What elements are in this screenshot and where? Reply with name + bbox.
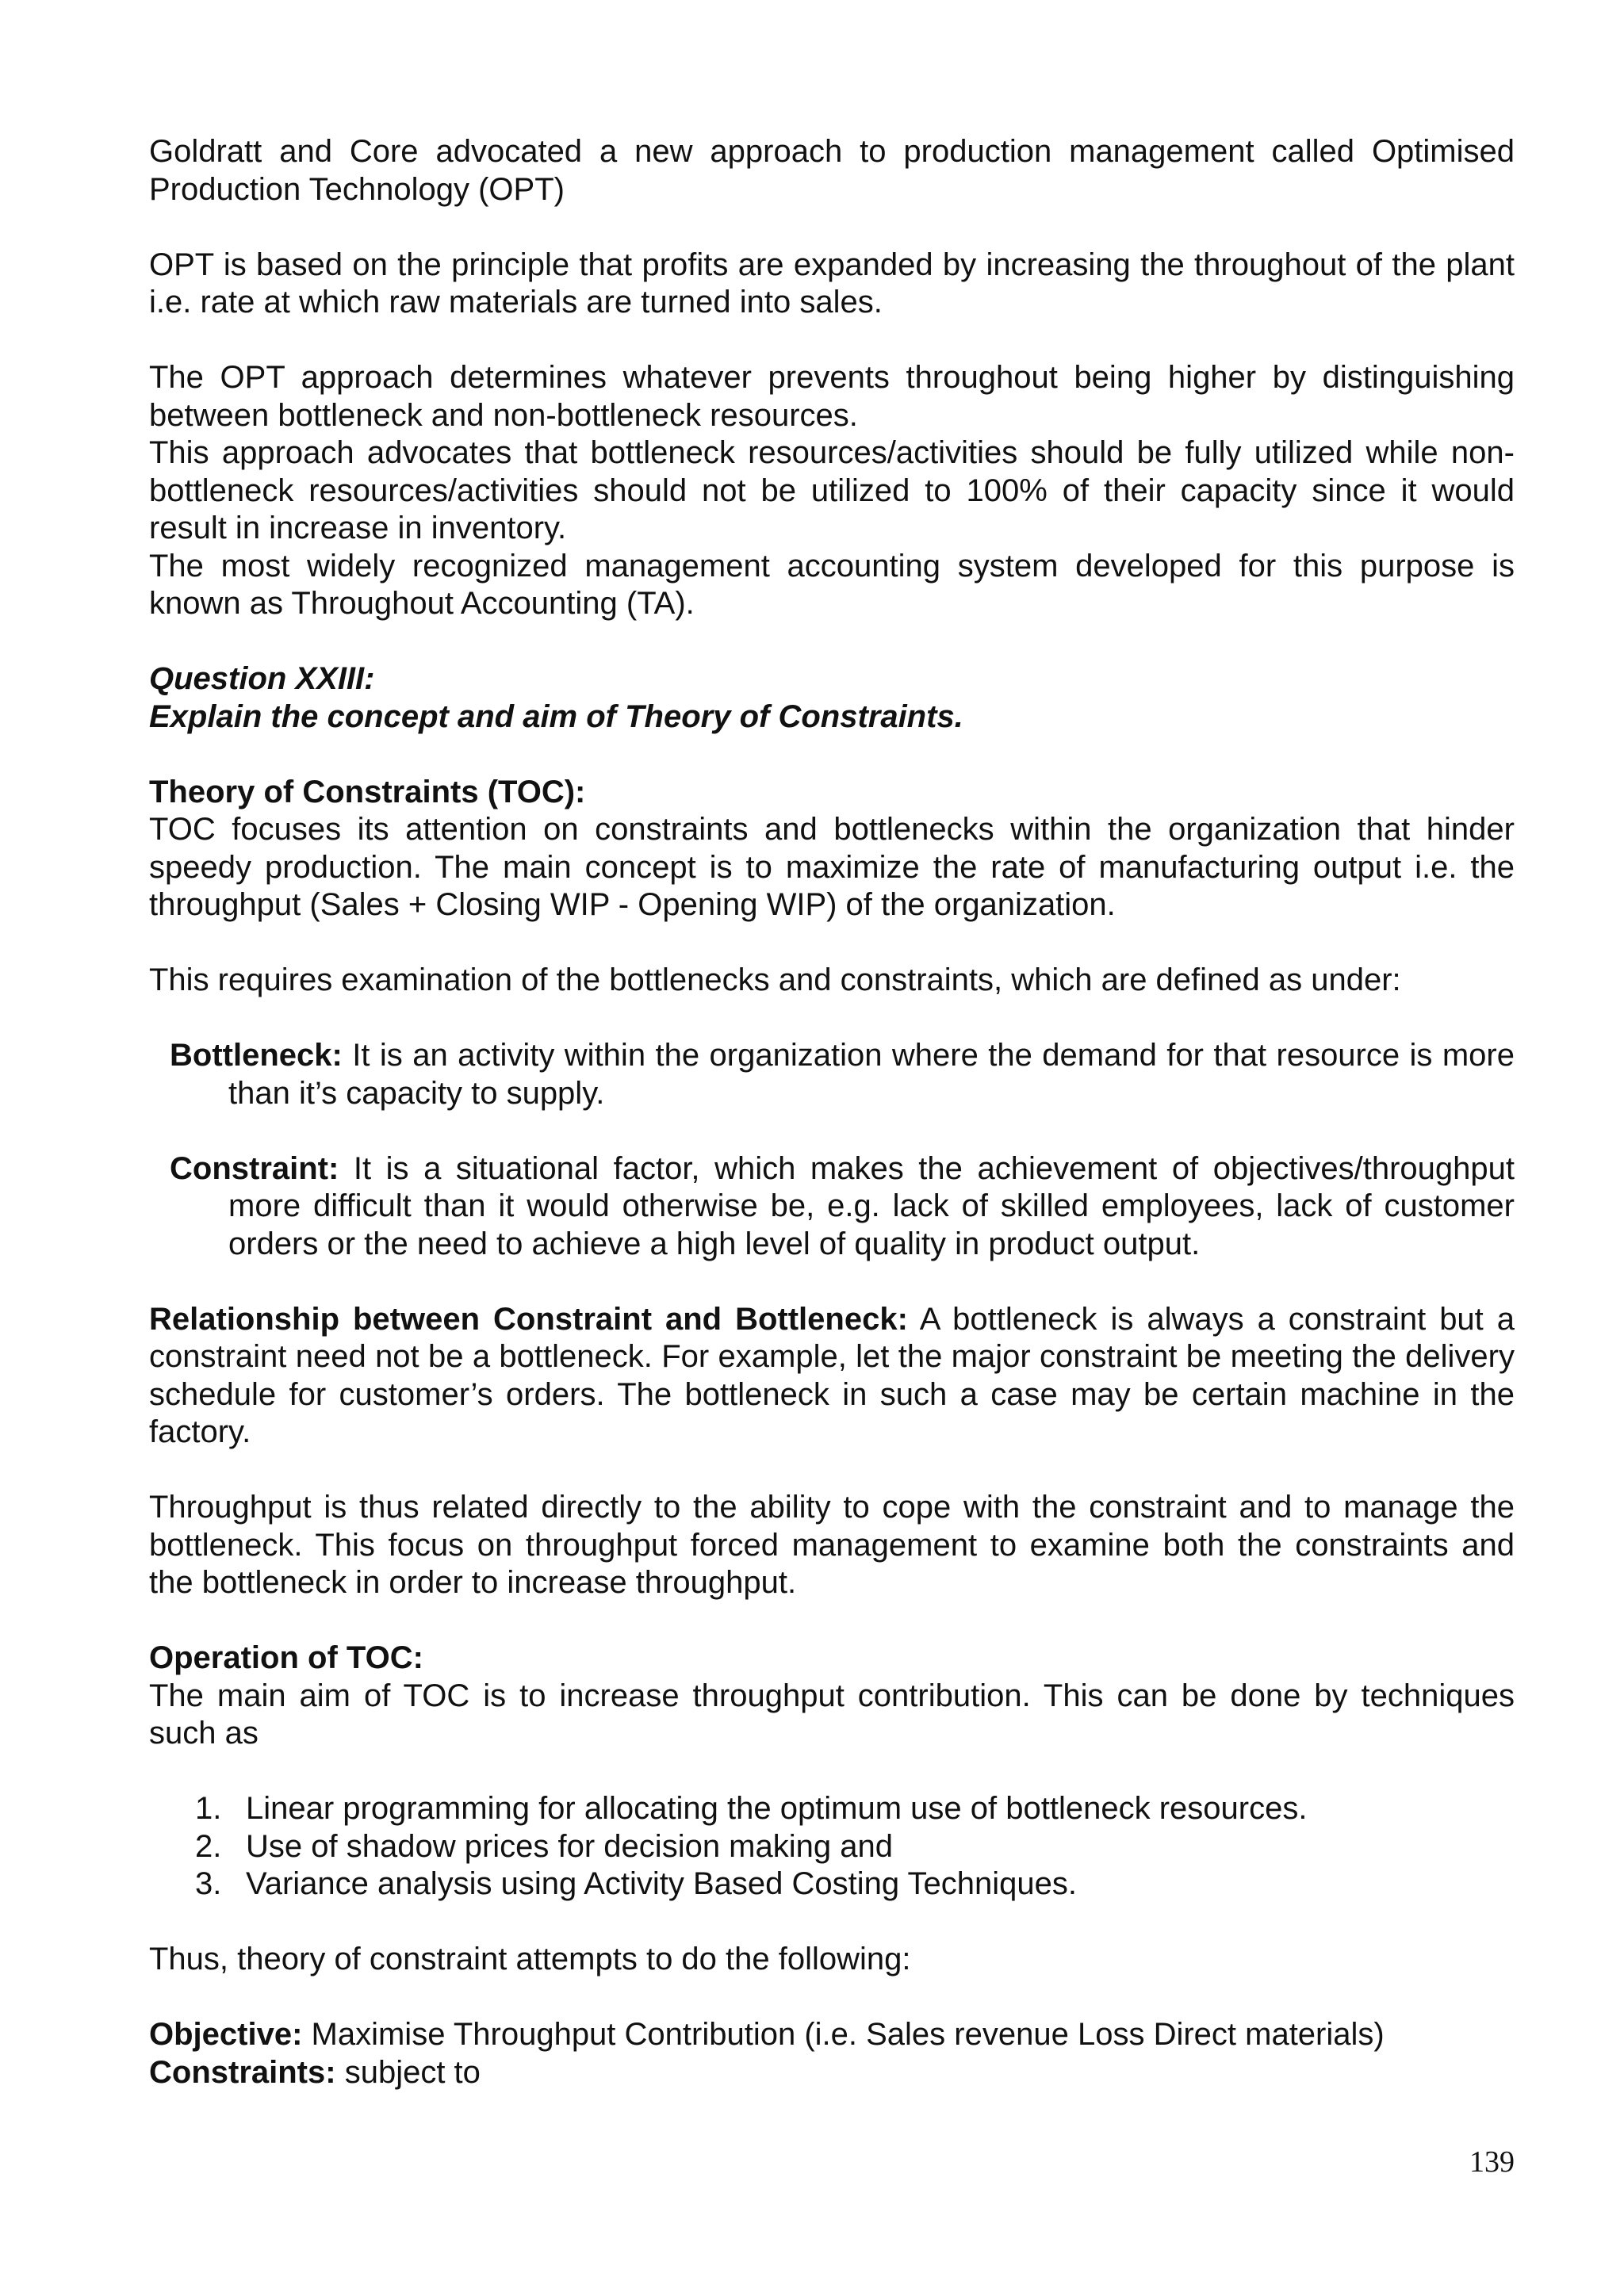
objective-term: Objective: xyxy=(149,2017,303,2052)
list-item-number: 2. xyxy=(195,1828,222,1864)
operation-intro: The main aim of TOC is to increase throughput contribution. This can be done by techniques such as xyxy=(149,1678,1515,1751)
toc-requires: This requires examination of the bottlenecks and constraints, which are defined as under: xyxy=(149,962,1401,997)
list-item xyxy=(149,1866,1515,1904)
constraint-definition xyxy=(170,1150,1515,1264)
list-item-text: Variance analysis using Activity Based Costing Techniques. xyxy=(246,1866,1077,1901)
list-item-number: 1. xyxy=(195,1791,222,1826)
paragraph-throughout-accounting: The most widely recognized management accounting system developed for this purpose is known as Throughout Accounting (TA). xyxy=(149,548,1515,621)
paragraph-opt-intro: Goldratt and Core advocated a new approach to production management called Optimised Production Technology (OPT) xyxy=(149,134,1515,207)
techniques-list xyxy=(149,1790,1515,1904)
toc-heading: Theory of Constraints (TOC): xyxy=(149,774,586,809)
list-item xyxy=(149,1790,1515,1828)
paragraph-opt-approach: The OPT approach determines whatever prevents throughout being higher by distinguishing between bottleneck and non-bottleneck resources. xyxy=(149,360,1515,433)
relationship-text: A bottleneck is always a constraint but a constraint need not be a bottleneck. For example, let the major constraint be meeting the delivery schedule for customer’s orders. The bottleneck in such a case may be certain machine in the factory. xyxy=(149,1301,1515,1449)
list-item-text: Linear programming for allocating the optimum use of bottleneck resources. xyxy=(246,1791,1308,1826)
objective-line xyxy=(149,2016,1515,2054)
list-item xyxy=(149,1828,1515,1866)
constraints-line xyxy=(149,2054,1515,2092)
constraint-term: Constraint: xyxy=(170,1150,339,1186)
constraints-text: subject to xyxy=(344,2054,481,2090)
document-body xyxy=(149,133,1515,2091)
page-number: 139 xyxy=(1469,2145,1515,2179)
list-item-text: Use of shadow prices for decision making and xyxy=(246,1828,893,1864)
question-text: Explain the concept and aim of Theory of Constraints. xyxy=(149,698,963,734)
toc-intro: TOC focuses its attention on constraints and bottlenecks within the organization that hinder speedy production. The main concept is to maximize the rate of manufacturing output i.e. the throughput (Sales + Closing WIP - Opening WIP) of the organization. xyxy=(149,812,1515,922)
bottleneck-text: It is an activity within the organization where the demand for that resource is more than it’s capacity to supply. xyxy=(228,1038,1515,1111)
bottleneck-definition xyxy=(170,1037,1515,1112)
constraints-term: Constraints: xyxy=(149,2054,336,2090)
constraint-text: It is a situational factor, which makes the achievement of objectives/throughput more difficult than it would otherwise be, e.g. lack of skilled employees, lack of customer orders or the need to achieve a high level of quality in product output. xyxy=(228,1150,1515,1261)
objective-text: Maximise Throughput Contribution (i.e. Sales revenue Loss Direct materials) xyxy=(311,2017,1385,2052)
paragraph-opt-advocates: This approach advocates that bottleneck resources/activities should be fully utilized while non-bottleneck resources/activities should not be utilized to 100% of their capacity since it would result in increase in inventory. xyxy=(149,435,1515,545)
relationship-paragraph xyxy=(149,1301,1515,1452)
paragraph-opt-principle: OPT is based on the principle that profits are expanded by increasing the throughout of the plant i.e. rate at which raw materials are turned into sales. xyxy=(149,247,1515,320)
bottleneck-term: Bottleneck: xyxy=(170,1038,343,1073)
relationship-term: Relationship between Constraint and Bottleneck: xyxy=(149,1301,908,1337)
question-number: Question XXIII: xyxy=(149,661,375,696)
list-item-number: 3. xyxy=(195,1866,222,1901)
throughput-paragraph: Throughput is thus related directly to the ability to cope with the constraint and to manage the bottleneck. This focus on throughput forced management to examine both the constraints and the bottleneck in order to increase throughput. xyxy=(149,1490,1515,1600)
toc-thus: Thus, theory of constraint attempts to do the following: xyxy=(149,1942,911,1976)
operation-heading: Operation of TOC: xyxy=(149,1640,423,1675)
